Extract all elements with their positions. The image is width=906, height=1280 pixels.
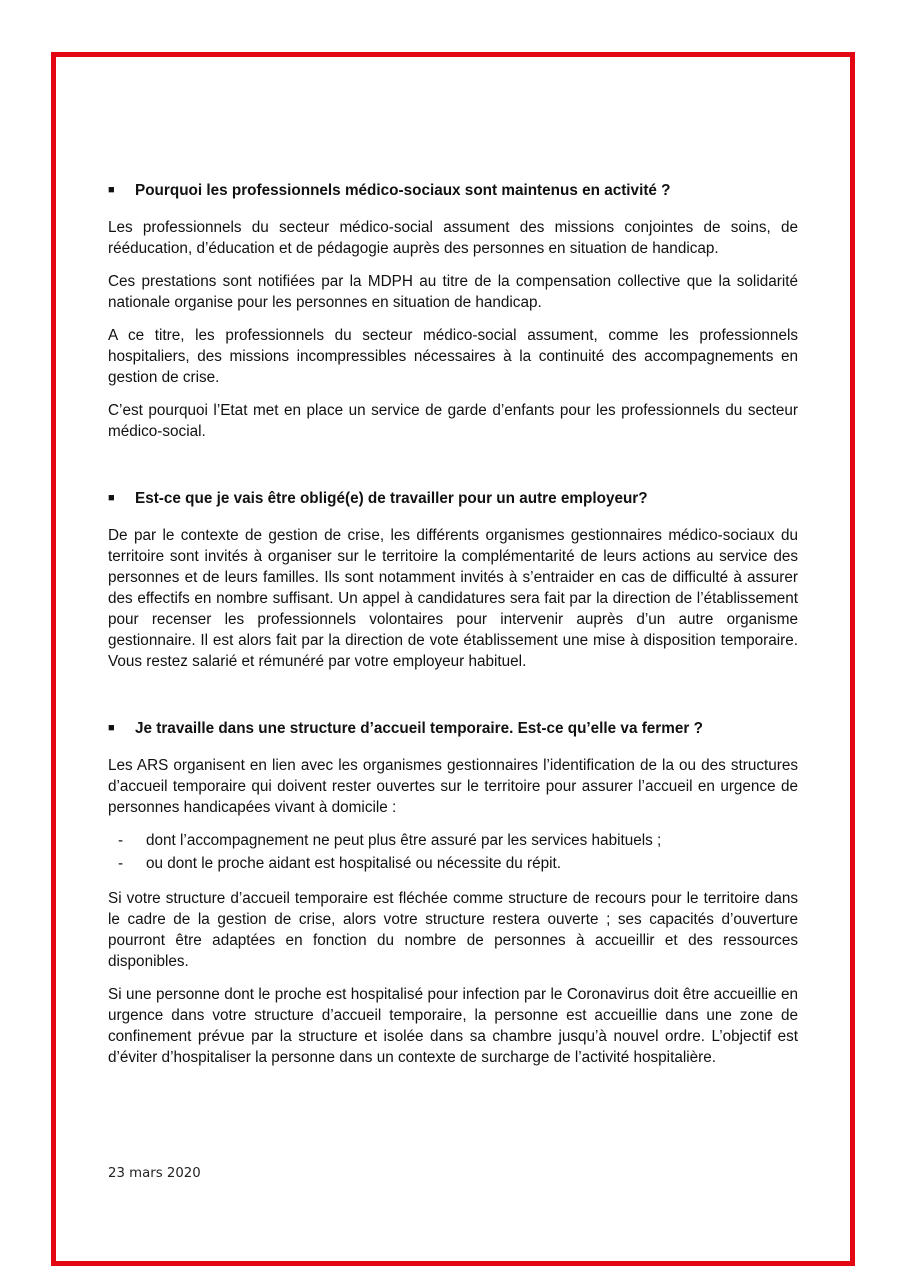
paragraph: De par le contexte de gestion de crise, les différents organismes gestionnaires médico-sociaux du territoire sont invités à organiser sur le territoire la complémentarité de leurs actions au service des personnes et de leurs familles. Ils sont notamment invités à s’entraider en cas de difficulté à assurer des effectifs en nombre suffisant. Un appel à candidatures sera fait par la direction de l’établissement pour recenser les professionnels volontaires pour intervenir auprès d’un autre organisme gestionnaire. Il est alors fait par la direction de vote établissement une mise à disposition temporaire. Vous restez salarié et rémunéré par votre employeur habituel. bbox=[108, 527, 798, 670]
square-bullet-icon: ■ bbox=[108, 184, 115, 196]
paragraph: A ce titre, les professionnels du secteur médico-social assument, comme les professionnels hospitaliers, des missions incompressibles nécessaires à la continuité des accompagnements en gestion de crise. bbox=[108, 327, 798, 386]
document-body bbox=[108, 180, 798, 1080]
section-question bbox=[108, 488, 798, 511]
section-question bbox=[108, 180, 798, 203]
footer-date: 23 mars 2020 bbox=[108, 1166, 201, 1181]
dash-list bbox=[108, 830, 798, 874]
list-item bbox=[108, 853, 798, 874]
dash-bullet-icon: - bbox=[118, 855, 124, 872]
list-item-text: ou dont le proche aidant est hospitalisé ou nécessite du répit. bbox=[146, 855, 561, 872]
paragraph: C’est pourquoi l’Etat met en place un service de garde d’enfants pour les professionnels du secteur médico-social. bbox=[108, 402, 798, 440]
question-text: Est-ce que je vais être obligé(e) de travailler pour un autre employeur? bbox=[135, 490, 648, 507]
square-bullet-icon: ■ bbox=[108, 722, 115, 734]
paragraph: Les professionnels du secteur médico-social assument des missions conjointes de soins, de rééducation, d’éducation et de pédagogie auprès des personnes en situation de handicap. bbox=[108, 219, 798, 257]
square-bullet-icon: ■ bbox=[108, 492, 115, 504]
question-text: Je travaille dans une structure d’accueil temporaire. Est-ce qu’elle va fermer ? bbox=[135, 720, 703, 737]
question-text: Pourquoi les professionnels médico-sociaux sont maintenus en activité ? bbox=[135, 182, 671, 199]
list-item bbox=[108, 830, 798, 851]
section-question bbox=[108, 718, 798, 741]
paragraph: Ces prestations sont notifiées par la MDPH au titre de la compensation collective que la solidarité nationale organise pour les personnes en situation de handicap. bbox=[108, 273, 798, 311]
paragraph: Si une personne dont le proche est hospitalisé pour infection par le Coronavirus doit être accueillie en urgence dans votre structure d’accueil temporaire, la personne est accueillie dans une zone de confinement prévue par la structure et isolée dans sa chambre jusqu’à nouvel ordre. L’objectif est d’éviter d’hospitaliser la personne dans un contexte de surcharge de l’activité hospitalière. bbox=[108, 986, 798, 1066]
paragraph: Les ARS organisent en lien avec les organismes gestionnaires l’identification de la ou des structures d’accueil temporaire qui doivent rester ouvertes sur le territoire pour assurer l’accueil en urgence de personnes handicapées vivant à domicile : bbox=[108, 757, 798, 816]
dash-bullet-icon: - bbox=[118, 832, 124, 849]
list-item-text: dont l’accompagnement ne peut plus être assuré par les services habituels ; bbox=[146, 832, 662, 849]
paragraph: Si votre structure d’accueil temporaire est fléchée comme structure de recours pour le territoire dans le cadre de la gestion de crise, alors votre structure restera ouverte ; ses capacités d’ouverture pourront être adaptées en fonction du nombre de personnes à accueillir et des ressources disponibles. bbox=[108, 890, 798, 970]
